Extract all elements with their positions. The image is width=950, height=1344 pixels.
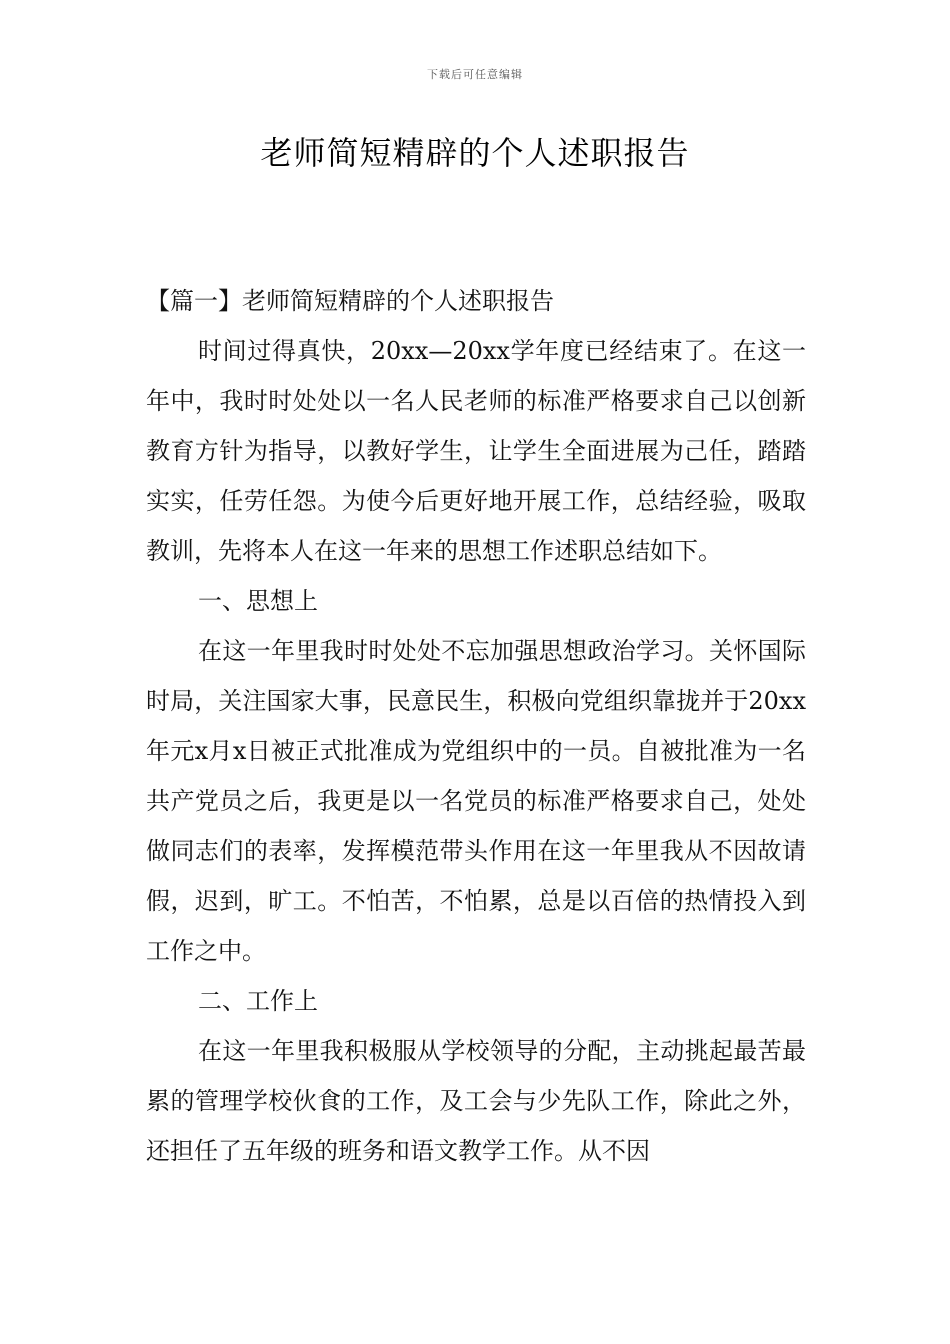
subheading-work: 二、工作上 — [198, 987, 318, 1015]
subheading-thought: 一、思想上 — [198, 587, 318, 615]
header-note: 下载后可任意编辑 — [427, 68, 523, 81]
document-body — [146, 276, 806, 1176]
paragraph-intro: 时间过得真快，20xx—20xx学年度已经结束了。在这一年中，我时时处处以一名人民老师的标准严格要求自己以创新教育方针为指导，以教好学生，让学生全面进展为己任，踏踏实实，任劳任怨。为使今后更好地开展工作，总结经验，吸取教训，先将本人在这一年来的思想工作述职总结如下。 — [146, 337, 806, 565]
document-title: 老师简短精辟的个人述职报告 — [260, 134, 690, 172]
section-heading: 【篇一】老师简短精辟的个人述职报告 — [146, 287, 554, 315]
paragraph-thought: 在这一年里我时时处处不忘加强思想政治学习。关怀国际时局，关注国家大事，民意民生，积极向党组织靠拢并于20xx年元x月x日被正式批准成为党组织中的一员。自被批准为一名共产党员之后，我更是以一名党员的标准严格要求自己，处处做同志们的表率，发挥模范带头作用在这一年里我从不因故请假，迟到，旷工。不怕苦，不怕累，总是以百倍的热情投入到工作之中。 — [146, 637, 806, 965]
paragraph-work: 在这一年里我积极服从学校领导的分配，主动挑起最苦最累的管理学校伙食的工作，及工会与少先队工作，除此之外，还担任了五年级的班务和语文教学工作。从不因 — [146, 1037, 806, 1165]
